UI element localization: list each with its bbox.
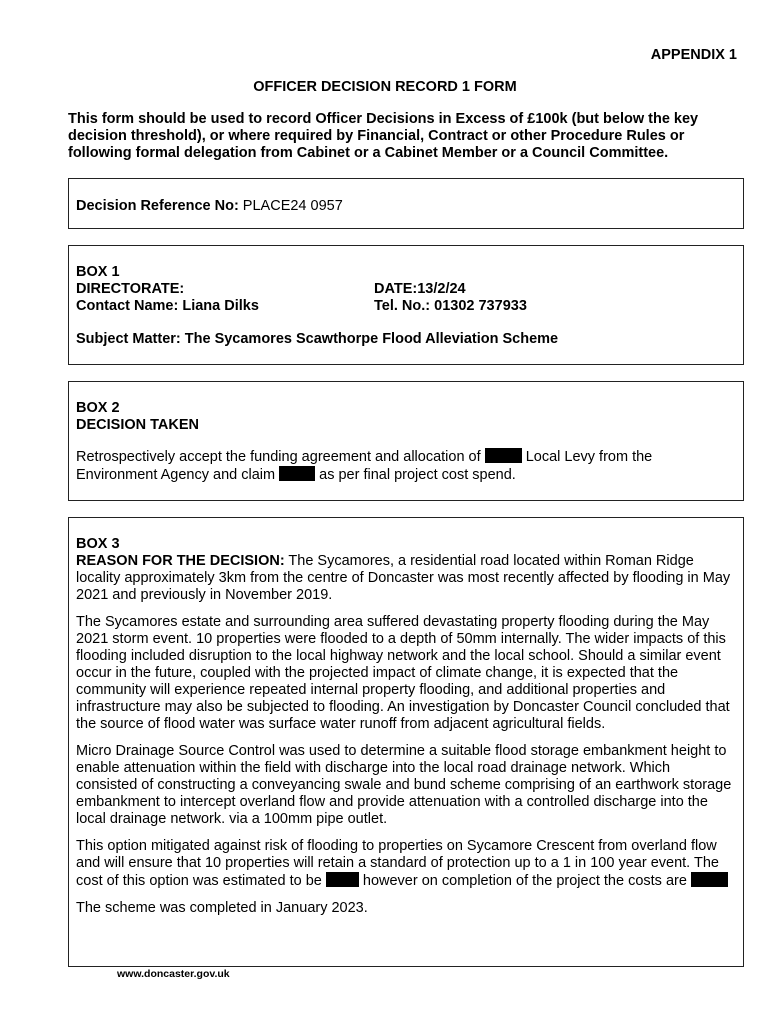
- redaction-block: [279, 466, 315, 481]
- reason-paragraph-4: [76, 838, 735, 890]
- reason-paragraph-2: The Sycamores estate and surrounding area suffered devastating property flooding during the May 2021 storm event. 10 properties were flooded to a depth of 50mm internally. The wider impacts of this flooding included disruption to the local highway network and the local school. Should a similar event occur in the future, coupled with the projected impact of climate change, it is expected that the community will experience repeated internal property flooding, and additional properties and infrastructure may also be subjected to flooding. An investigation by Doncaster Council concluded that the source of flood water was surface water runoff from adjacent agricultural fields.: [76, 614, 730, 732]
- appendix-label: APPENDIX 1: [650, 47, 737, 63]
- reason-text-part: however on completion of the project the costs are: [358, 873, 691, 889]
- decision-date: DATE:13/2/24: [374, 281, 466, 297]
- box-1: [68, 245, 744, 365]
- subject-matter: Subject Matter: The Sycamores Scawthorpe Flood Alleviation Scheme: [76, 331, 559, 347]
- box-3-content: [76, 536, 735, 927]
- form-intro: This form should be used to record Officer Decisions in Excess of £100k (but below the key decision threshold), or where required by Financial, Contract or other Procedure Rules or following formal delegation from Cabinet or a Cabinet Member or a Council Committee.: [68, 111, 699, 161]
- redaction-block: [485, 448, 522, 463]
- box-3: [68, 517, 744, 967]
- decision-text-part: Retrospectively accept the funding agreement and allocation of: [76, 449, 485, 465]
- box-1-content: [76, 264, 735, 348]
- box-2-content: [76, 400, 735, 484]
- box-2-heading: BOX 2: [76, 400, 120, 416]
- reason-text-part: This option mitigated against risk of flooding to properties on Sycamore Crescent from overland flow and will ensure that 10 properties will retain a standard of protection up to a 1 in 100 year event. The cost of this option was estimated to be: [76, 838, 719, 889]
- form-title: OFFICER DECISION RECORD 1 FORM: [253, 79, 517, 95]
- reason-paragraph-5: The scheme was completed in January 2023.: [76, 900, 368, 916]
- reason-paragraph-3: Micro Drainage Source Control was used to determine a suitable flood storage embankment height to enable attenuation within the field with discharge into the local road drainage network. Which consisted of constructing a conveyancing swale and bund scheme comprising of an earthwork storage embankment to intercept overland flow and provide attenuation with a controlled discharge into the local drainage network. via a 100mm pipe outlet.: [76, 743, 732, 827]
- footer-website: www.doncaster.gov.uk: [117, 968, 230, 980]
- decision-text-part: as per final project cost spend.: [315, 467, 516, 483]
- redaction-block: [326, 872, 359, 887]
- redaction-block: [691, 872, 728, 887]
- reason-paragraph-1: [76, 553, 735, 604]
- decision-text-part: Local Levy from the Environment Agency and claim: [76, 449, 653, 483]
- box-1-heading: BOX 1: [76, 264, 120, 280]
- contact-name: Contact Name: Liana Dilks: [76, 298, 259, 314]
- reason-text: The Sycamores, a residential road located within Roman Ridge locality approximately 3km from the centre of Doncaster was most recently affected by flooding in May 2021 and previously in November 2019.: [76, 553, 731, 603]
- decision-taken-heading: DECISION TAKEN: [76, 417, 199, 433]
- decision-reference-value: PLACE24 0957: [238, 198, 343, 214]
- reason-label: REASON FOR THE DECISION:: [76, 553, 285, 569]
- decision-reference: [76, 198, 343, 214]
- telephone-number: Tel. No.: 01302 737933: [374, 298, 527, 314]
- box-2: [68, 381, 744, 501]
- box-3-heading: BOX 3: [76, 536, 120, 552]
- decision-reference-label: Decision Reference No:: [76, 198, 239, 214]
- directorate-label: DIRECTORATE:: [76, 281, 185, 297]
- decision-reference-box: [68, 178, 744, 229]
- decision-taken-text: [76, 448, 735, 484]
